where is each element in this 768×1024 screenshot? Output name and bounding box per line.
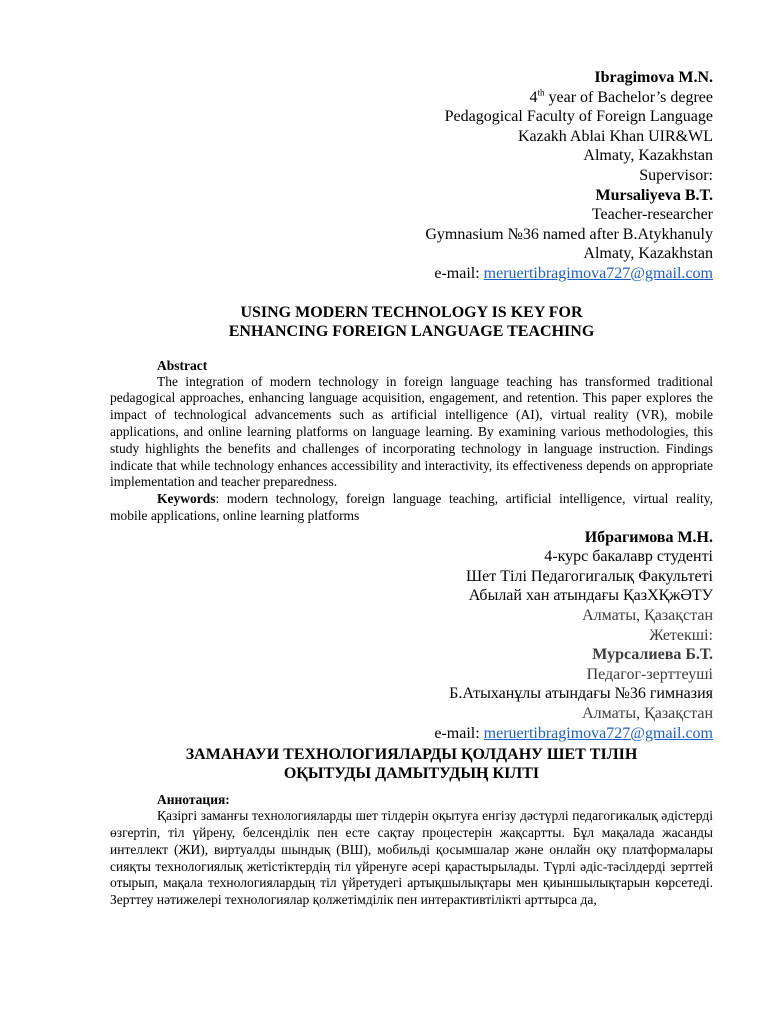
kz-email-link[interactable]: meruertibragimova727@gmail.com — [483, 724, 713, 742]
kz-author-block — [110, 528, 713, 744]
en-supervisor-gymnasium: Gymnasium №36 named after B.Atykhanuly — [425, 225, 713, 243]
en-email-link[interactable]: meruertibragimova727@gmail.com — [483, 264, 713, 282]
kz-author-faculty: Шет Тілі Педагогигалық Факультеті — [466, 567, 713, 585]
document-page — [110, 68, 713, 909]
en-email-line — [110, 264, 713, 284]
en-abstract-heading: Abstract — [157, 357, 208, 373]
en-author-university: Kazakh Ablai Khan UIR&WL — [517, 127, 713, 145]
year-text: year of Bachelor’s degree — [544, 88, 713, 106]
kz-abstract-text: Қазіргі заманғы технологияларды шет тілдерін оқытуға енгізу дәстүрлі педагогикалық әдістерді өзгертіп, тіл үйрену, белсенділік пен есте сақтау процестерін жақсартты. Бұл мақалада жасанды интеллект (ЖИ), виртуалды шындық (ВШ), мобильді қосымшалар және онлайн оқу платформалары сияқты технологиялық жетістіктердің тіл үйренуге әсері қарастырылады. Түрлі әдіс-тәсілдерді зерттей отырып, мақала технологиялардың тіл үйретудегі артықшылықтары мен қиыншылықтарын көрсетеді. Зерттеу нәтижелері технологиялар қолжетімділік пен интерактивтілікті арттырса да, — [110, 808, 713, 908]
kz-author-university: Абылай хан атындағы ҚазХҚжӘТУ — [468, 587, 713, 605]
kz-supervisor-label: Жетекші: — [649, 626, 713, 644]
en-author-city: Almaty, Kazakhstan — [583, 147, 713, 165]
en-author-year — [110, 88, 713, 108]
year-superscript: th — [537, 87, 545, 98]
en-abstract-text: The integration of modern technology in foreign language teaching has transformed traditional pedagogical approaches, enhancing language acquisition, engagement, and retention. This paper explores the impact of technological advancements such as artificial intelligence (AI), virtual reality (VR), mobile applications, and online learning platforms on language learning. By examining various methodologies, this study highlights the benefits and challenges of incorporating technology in language instruction. Findings indicate that while technology enhances accessibility and interactivity, its effectiveness depends on appropriate implementation and teacher preparedness. — [110, 373, 713, 490]
keywords-text: : modern technology, foreign language teaching, artificial intelligence, virtual reality, mobile applications, online learning platforms — [110, 491, 713, 523]
en-author-faculty: Pedagogical Faculty of Foreign Language — [444, 108, 713, 126]
kz-supervisor-name: Мурсалиева Б.Т. — [592, 646, 713, 664]
kz-supervisor-city: Алматы, Қазақстан — [582, 705, 713, 723]
kz-title-line-2: ОҚЫТУДЫ ДАМЫТУДЫҢ КІЛТІ — [283, 765, 540, 783]
kz-supervisor-gymnasium: Б.Атыханұлы атындағы №36 гимназия — [449, 685, 713, 703]
kz-abstract-section — [110, 791, 713, 909]
en-paper-title — [110, 303, 713, 341]
en-supervisor-title: Teacher-researcher — [591, 206, 713, 224]
kz-email-line — [110, 724, 713, 744]
en-supervisor-label: Supervisor: — [639, 166, 713, 184]
en-author-name: Ibragimova M.N. — [594, 69, 713, 86]
en-supervisor-city: Almaty, Kazakhstan — [583, 245, 713, 263]
en-abstract-section — [110, 357, 713, 525]
keywords-label: Keywords — [157, 491, 216, 507]
kz-author-city: Алматы, Қазақстан — [582, 607, 713, 625]
kz-author-year: 4-курс бакалавр студенті — [544, 548, 713, 566]
email-label: e-mail: — [434, 264, 484, 282]
kz-author-name: Ибрагимова М.Н. — [584, 528, 713, 546]
year-number: 4 — [529, 88, 538, 106]
kz-title-line-1: ЗАМАНАУИ ТЕХНОЛОГИЯЛАРДЫ ҚОЛДАНУ ШЕТ ТІЛІН — [185, 746, 638, 764]
en-author-block — [110, 68, 713, 284]
kz-supervisor-title: Педагог-зерттеуші — [586, 665, 713, 683]
kz-abstract-heading: Аннотация: — [157, 792, 230, 808]
en-supervisor-name: Mursaliyeva B.T. — [595, 186, 713, 204]
kz-paper-title — [110, 745, 713, 783]
email-label: e-mail: — [434, 724, 484, 742]
en-keywords — [110, 491, 713, 525]
en-title-line-1: USING MODERN TECHNOLOGY IS KEY FOR — [240, 303, 583, 321]
en-title-line-2: ENHANCING FOREIGN LANGUAGE TEACHING — [228, 322, 595, 340]
